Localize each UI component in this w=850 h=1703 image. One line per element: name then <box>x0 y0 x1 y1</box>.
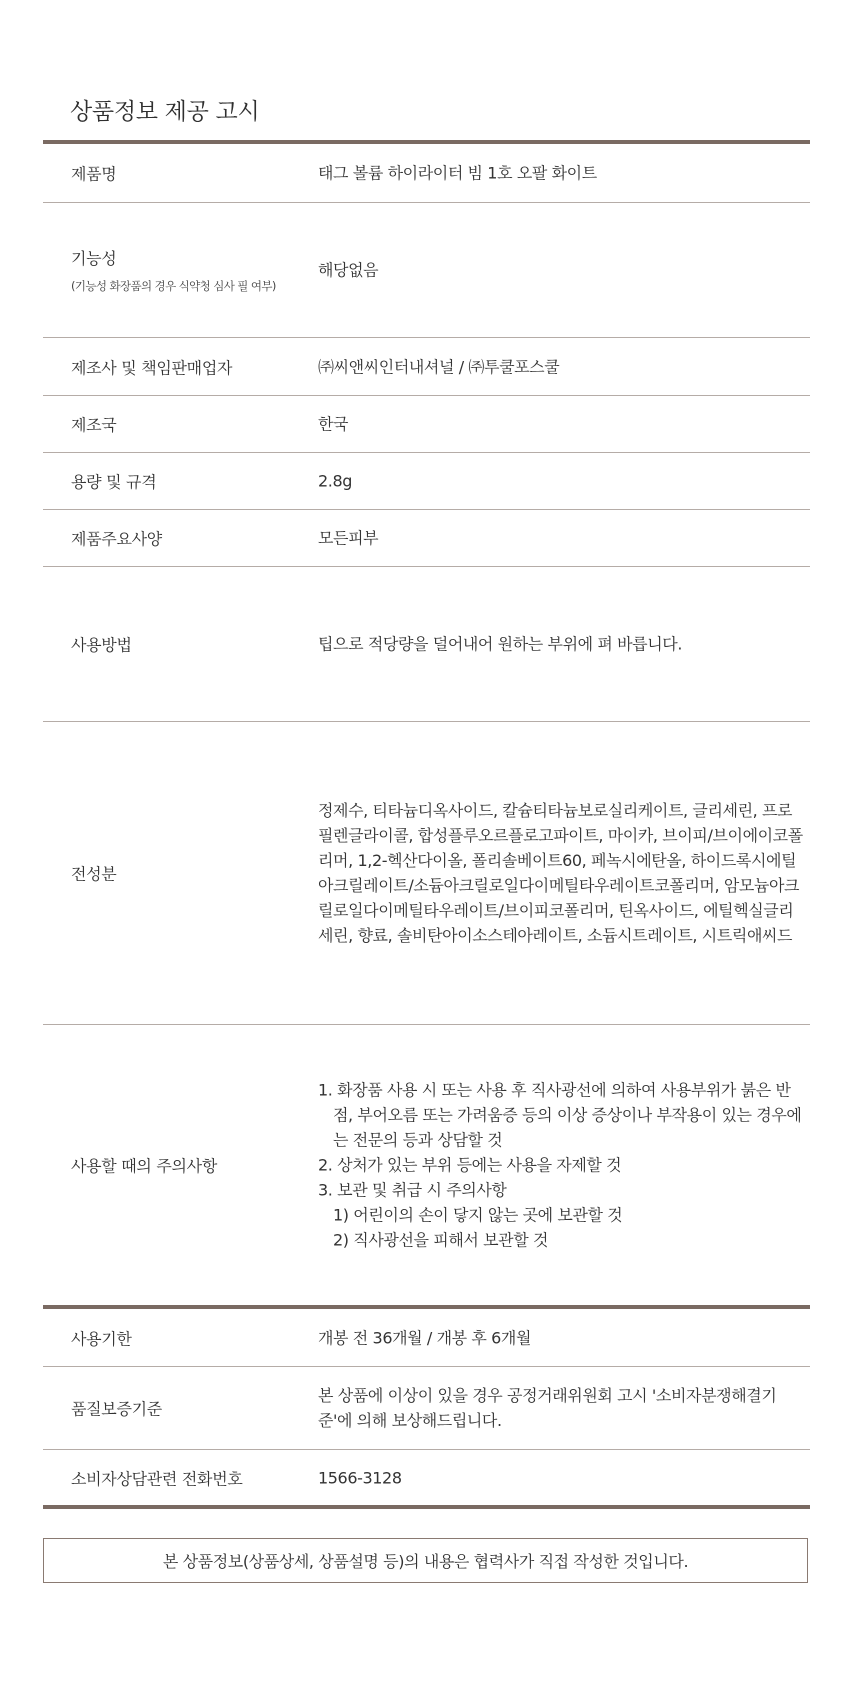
list-item: 1. 화장품 사용 시 또는 사용 후 직사광선에 의하여 사용부위가 붉은 반점, 부어오름 또는 가려움증 등의 이상 증상이나 부작용이 있는 경우에는 전문의 등과 상담할 것 <box>318 1080 802 1150</box>
row-precautions <box>43 1025 810 1305</box>
row-value: 1566-3128 <box>318 1468 402 1487</box>
row-value: 2.8g <box>318 471 353 491</box>
list-item: 2. 상처가 있는 부위 등에는 사용을 자제할 것 <box>318 1155 622 1175</box>
row-ingredients <box>43 722 810 1024</box>
row-phone <box>43 1450 810 1505</box>
row-functionality <box>43 203 810 337</box>
list-item: 1) 어린이의 손이 닿지 않는 곳에 보관할 것 <box>333 1205 623 1225</box>
row-country <box>43 396 810 452</box>
table-bottom-border <box>43 1505 810 1509</box>
row-value: 본 상품에 이상이 있을 경우 공정거래위원회 고시 '소비자분쟁해결기준'에 의해 보상해드립니다. <box>318 1386 777 1430</box>
list-item: 2) 직사광선을 피해서 보관할 것 <box>333 1230 549 1250</box>
row-label: 품질보증기준 <box>71 1399 162 1419</box>
row-usage <box>43 567 810 721</box>
row-value: ㈜씨앤씨인터내셔널 / ㈜투쿨포스쿨 <box>318 357 560 376</box>
row-label: 제조국 <box>71 415 117 435</box>
precautions-list <box>318 1078 804 1253</box>
row-value: 해당없음 <box>318 260 379 280</box>
row-quality <box>43 1367 810 1449</box>
row-label <box>71 246 276 294</box>
row-label: 사용방법 <box>71 635 132 655</box>
row-label: 전성분 <box>71 864 117 884</box>
row-value: 팁으로 적당량을 덜어내어 원하는 부위에 펴 바릅니다. <box>318 634 683 654</box>
row-label: 용량 및 규격 <box>71 472 157 492</box>
row-capacity <box>43 453 810 509</box>
row-label: 제조사 및 책임판매업자 <box>71 358 233 377</box>
row-manufacturer <box>43 338 810 395</box>
row-label: 제품명 <box>71 164 117 184</box>
row-product-name <box>43 144 810 202</box>
row-value: 정제수, 티타늄디옥사이드, 칼슘티타늄보로실리케이트, 글리세린, 프로필렌글라이콜, 합성플루오르플로고파이트, 마이카, 브이피/브이에이코폴리머, 1,2-헥산다이올, 폴리솔베이트60, 페녹시에탄올, 하이드록시에틸아크릴레이트/소듐아크릴로일다이메틸타우레이트코폴리머, 암모늄아크릴로일다이메틸타우레이트/브이피코폴리머, 틴옥사이드, 에틸헥실글리세린, 향료, 솔비탄아이소스테아레이트, 소듐시트레이트, 시트릭애씨드 <box>318 801 803 945</box>
notice-box: 본 상품정보(상품상세, 상품설명 등)의 내용은 협력사가 직접 작성한 것입니다. <box>43 1538 808 1583</box>
product-info-table <box>43 140 810 1509</box>
list-item: 3. 보관 및 취급 시 주의사항 <box>318 1180 507 1200</box>
row-label: 제품주요사양 <box>71 529 162 549</box>
row-value: 한국 <box>318 414 349 434</box>
row-label-main: 기능성 <box>71 249 117 268</box>
row-value: 개봉 전 36개월 / 개봉 후 6개월 <box>318 1328 532 1347</box>
row-value <box>318 1078 804 1253</box>
row-specs <box>43 510 810 566</box>
row-value: 모든피부 <box>318 528 379 548</box>
row-label-sub: (기능성 화장품의 경우 식약청 심사 필 여부) <box>71 279 276 293</box>
page-title: 상품정보 제공 고시 <box>70 99 260 125</box>
row-label: 사용기한 <box>71 1329 132 1348</box>
row-label: 사용할 때의 주의사항 <box>71 1156 217 1176</box>
row-expiry <box>43 1309 810 1366</box>
row-value: 태그 볼륨 하이라이터 빔 1호 오팔 화이트 <box>318 163 597 183</box>
row-label: 소비자상담관련 전화번호 <box>71 1469 243 1488</box>
